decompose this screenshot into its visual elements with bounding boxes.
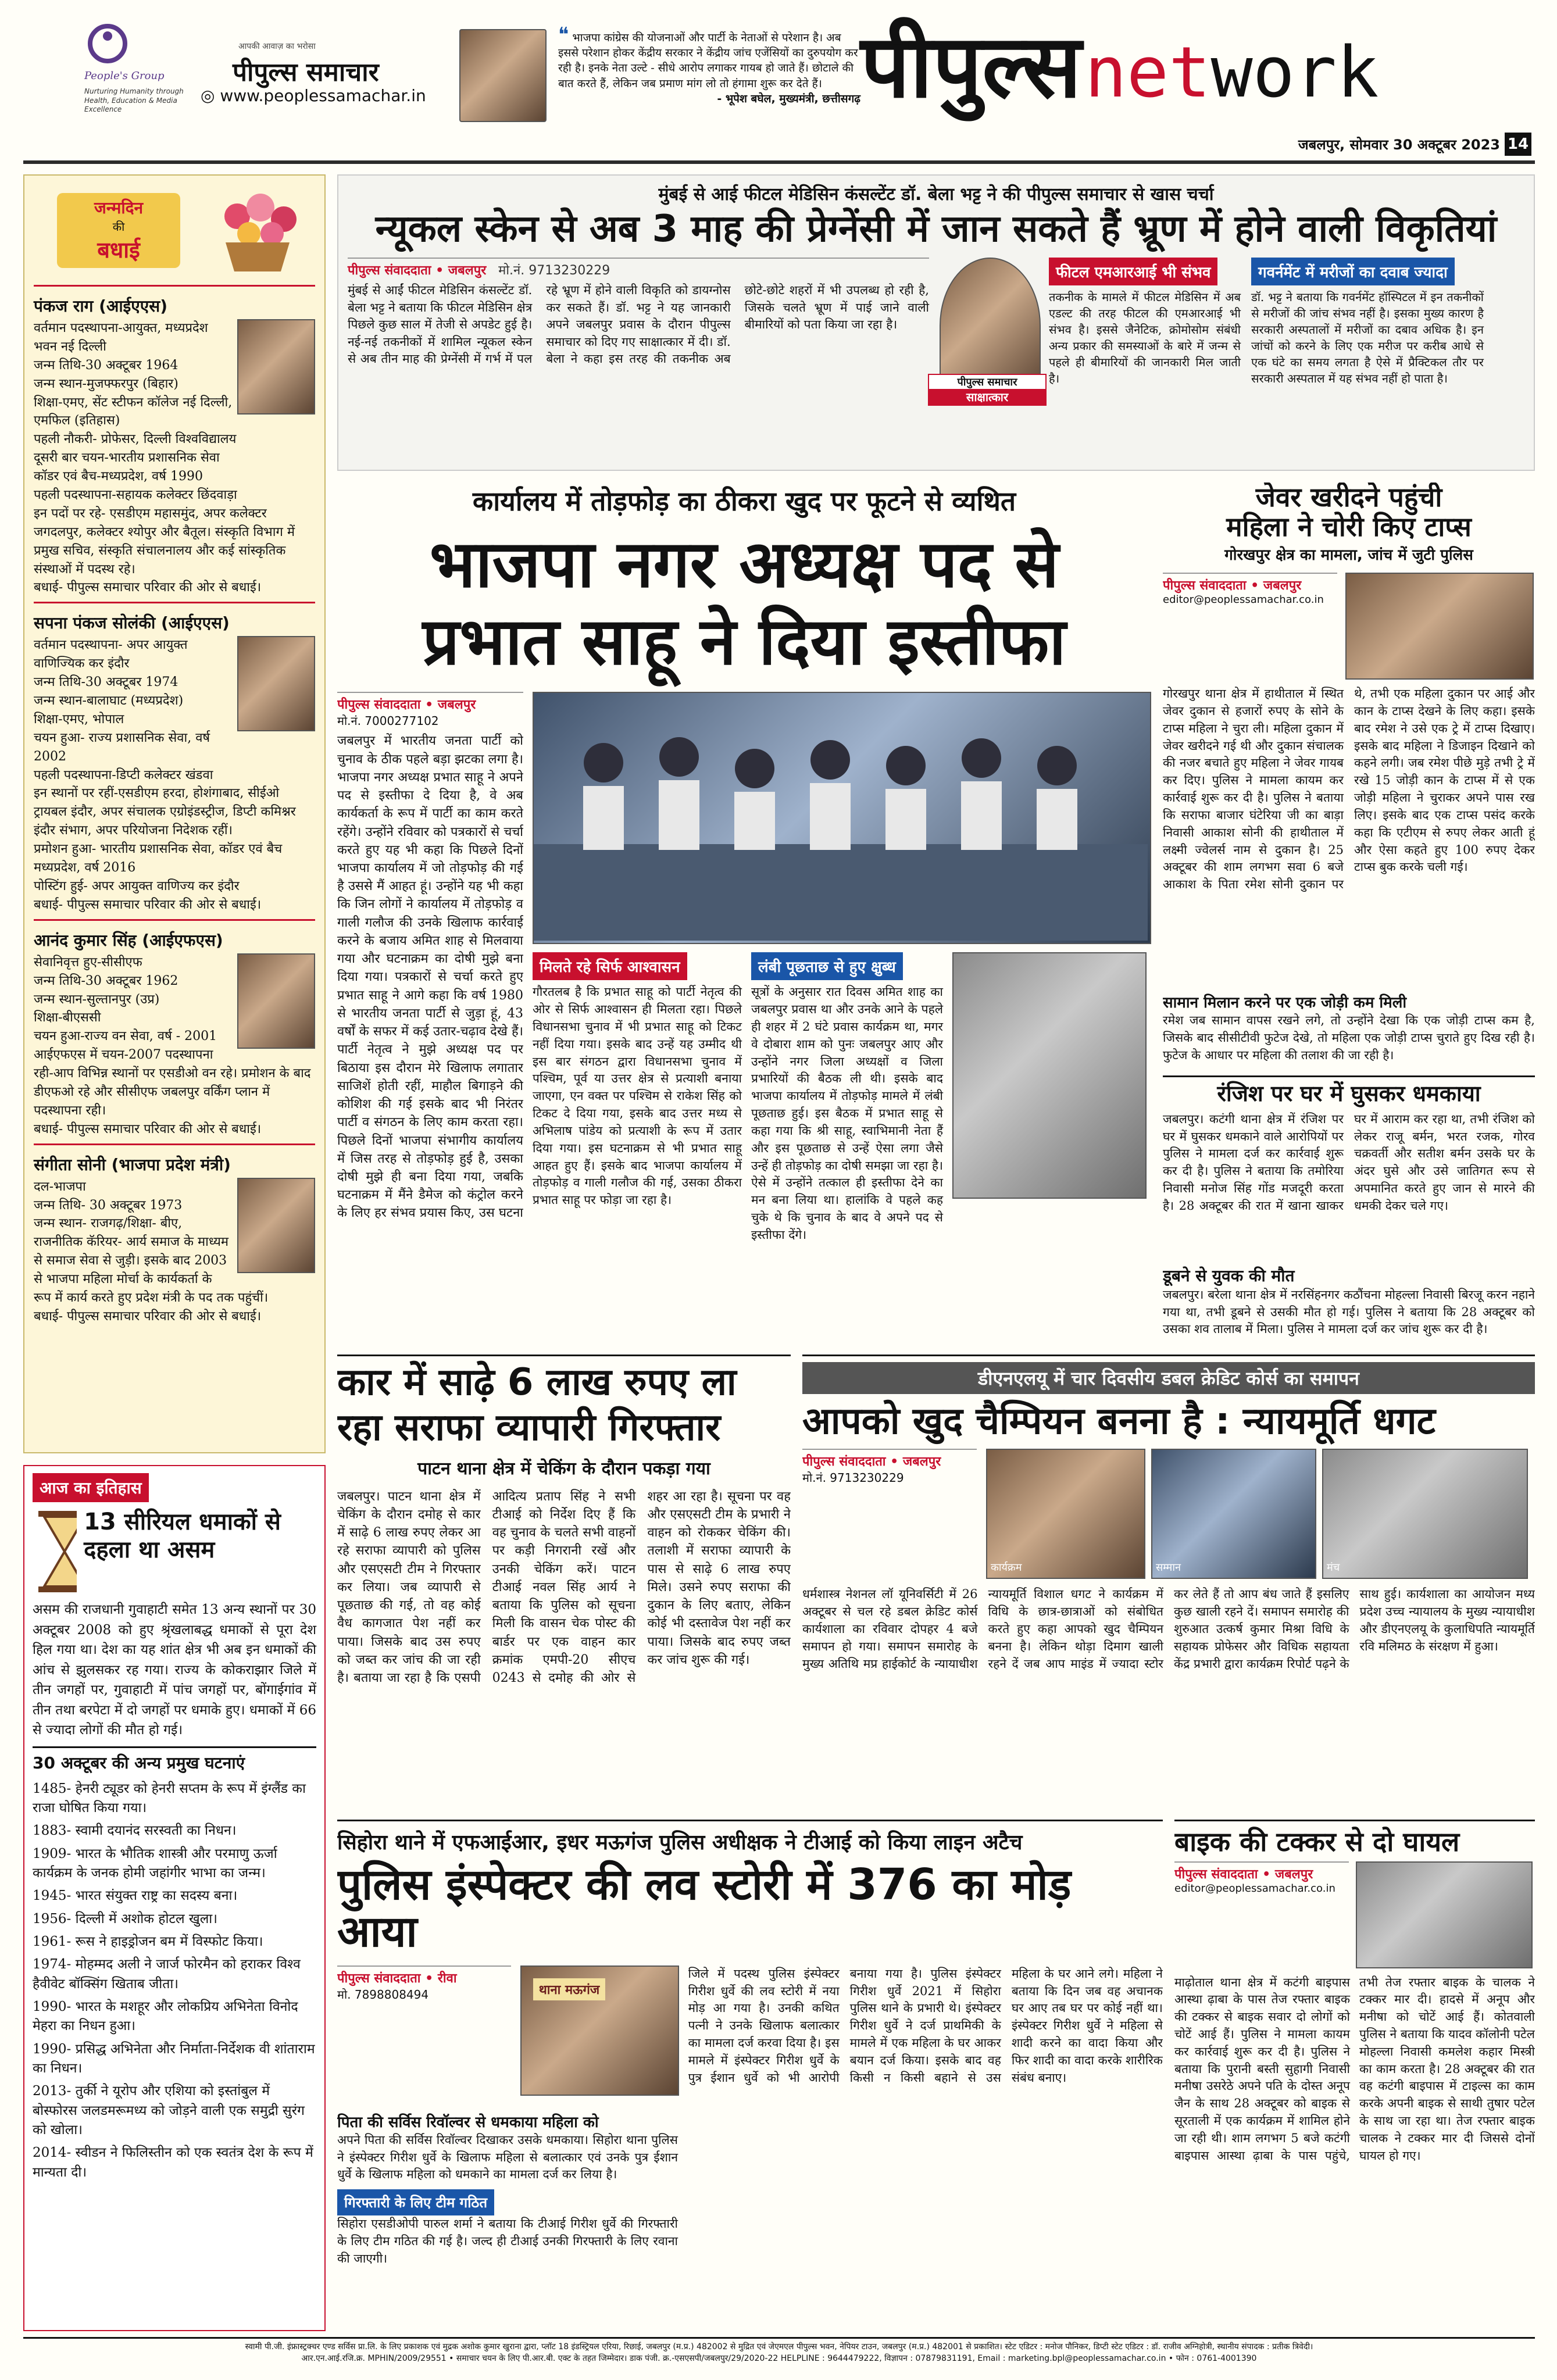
history-event: 1974- मोहम्मद अली ने जार्ज फोरमैन को हराकर विश्व हैवीवेट बॉक्सिंग खिताब जीता। bbox=[33, 1957, 301, 1992]
birthday-person-detail: कॉडर एवं बैच-मध्यप्रदेश, वर्ष 1990 bbox=[34, 469, 203, 484]
police-box-title: गिरफ्तारी के लिए टीम गठित bbox=[337, 2189, 494, 2215]
bjp-headline-1: भाजपा नगर अध्यक्ष पद से bbox=[429, 527, 1059, 602]
fetal-mobile: मो.नं. 9713230229 bbox=[498, 263, 610, 278]
bjp-headline-2: प्रभात साहू ने दिया इस्तीफा bbox=[422, 604, 1066, 680]
birthday-person-detail: प्रमोशन हुआ- भारतीय प्रशासनिक सेवा, कॉडर एवं बैच मध्यप्रदेश, वर्ष 2016 bbox=[34, 842, 283, 875]
birthday-entry bbox=[34, 602, 315, 914]
history-event: 2013- तुर्की ने यूरोप और एशिया को इस्तांबुल में बोस्फोरस जलडमरूमध्य को जोड़ने वाली एक समुद्री सुरंग को खोला। bbox=[33, 2084, 305, 2138]
dnlu-byline: पीपुल्स संवाददाता • जबलपुर bbox=[802, 1455, 941, 1470]
interview-badge-name: पीपुल्स समाचार bbox=[957, 376, 1017, 389]
quote-author: - भूपेश बघेल, मुख्यमंत्री, छत्तीसगढ़ bbox=[717, 92, 860, 105]
peoples-group-name: People's Group bbox=[84, 70, 165, 82]
imprint-line-2: आर.एन.आई.रजि.क्र. MPHIN/2009/29551 • समाचार चयन के लिए पी.आर.बी. एक्ट के तहत जिम्मेदार। डाक पंजी. क्र.-एसएसपी/जबलपुर/29/2020-22 HELPLINE : 9644479222, विज्ञापन : 07879831191, Email : marketing.bpl@peoplessamachar.co.in • फोन : 0761-4001390 bbox=[301, 2354, 1257, 2364]
birthday-person-detail: वर्तमान पदस्थापना-आयुक्त, मध्यप्रदेश भवन नई दिल्ली bbox=[34, 321, 208, 354]
threat-sub-title: डूबने से युवक की मौत bbox=[1163, 1266, 1295, 1285]
birthday-person-detail: आईएफएस में चयन-2007 पदस्थापना रही-आप विभिन्न स्थानों पर एसडीओ वन रहे। प्रमोशन के बाद डीएफओ रहे और सीसीएफ जबलपुर वर्किंग प्लान में पदस्थापना रही। bbox=[34, 1048, 311, 1118]
dnlu-photo-1-label: कार्यक्रम bbox=[991, 1561, 1022, 1574]
bjp-body: जबलपुर में भारतीय जनता पार्टी को चुनाव के ठीक पहले बड़ा झटका लगा है। भाजपा नगर अध्यक्ष प्रभात साहू ने अपने पद से इस्तीफा दे दिया है, वे अब कार्यकर्ता के रूप में पार्टी का काम करते रहेंगे। उन्होंने रविवार को पत्रकारों से चर्चा करते हुए यह भी कहा कि पिछले दिनों भाजपा कार्यालय में जो तोड़फोड़ की गई है उससे मैं आहत हूं। उन्होंने यह भी कहा कि जिन लोगों ने कार्यालय में तोड़फोड़ व गाली गलौज की उनके खिलाफ कार्रवाई करने के बजाय अमित शाह से मिलवाया गया और घटनाक्रम का दोषी मुझे बना दिया गया। पत्रकारों से चर्चा करते हुए प्रभात साहू ने आगे कहा कि वर्ष 1980 से भारतीय जनता पार्टी से जुड़ा हूं, 43 वर्षों के सफर में कई उतार-चढ़ाव देखे हैं। पार्टी नेतृत्व ने मुझे अध्यक्ष पद पर बिठाया इस दौरान मेरे खिलाफ लगातार साजिशें होती रहीं, माहौल बिगाड़ने की कोशिश की गई इसके बाद भी निरंतर पार्टी व संगठन के लिए काम करता रहा। पिछले दिनों भाजपा संभागीय कार्यालय में जिस तरह से तोड़फोड़ हुई है, उसका दोषी मुझे ही बना दिया गया, जबकि घटनाक्रम में मैंने डैमेज को कंट्रोल करने के लिए हर संभव प्रयास किए, उस घटना bbox=[337, 734, 523, 1221]
bjp-box2-title: लंबी पूछताछ से हुए क्षुब्ध bbox=[751, 952, 903, 980]
theft-body: गोरखपुर थाना क्षेत्र में हाथीताल में स्थित जेवर दुकान से हजारों रुपए के सोने के टाप्स महिला ने चुरा ली। महिला दुकान में जेवर खरीदने गई थी और दुकान संचालक की नजर बचाते हुए महिला ने जेवर गायब कर दिए। पुलिस ने मामला कायम कर कार्रवाई शुरू कर दी है। पुलिस ने बताया कि सराफा बाजार घंटेरिया जी का बाड़ा निवासी आकाश सोनी की हाथीताल में लक्ष्मी ज्वेलर्स नाम से दुकान है। 25 अक्टूबर की शाम लगभग सवा 6 बजे आकाश के पिता रमेश सोनी दुकान पर थे, तभी एक महिला दुकान पर आई और कान के टाप्स देखने के लिए कहा। इसके बाद रमेश ने उसे एक ट्रे में टाप्स दिखाए। इसके बाद महिला ने डिजाइन दिखाने को कहने लगी। जब रमेश पीछे मुड़े तभी ट्रे में रखे 15 जोड़ी कान के टाप्स में से एक जोड़ी महिला ने चुराकर अपने पास रख लिए। इसके बाद एक टाप्स पसंद करके कहा कि एटीएम से रुपए लेकर आती हूं और ऐसा कहते हुए 100 रुपए देकर टाप्स बुक करके चली गई। bbox=[1163, 687, 1535, 892]
bjp-box1-text: गौरतलब है कि प्रभात साहू को पार्टी नेतृत्व की ओर से सिर्फ आश्वासन ही मिलता रहा। पिछले विधानसभा चुनाव में भी प्रभात साहू को टिकट नहीं दिया गया। इसके बाद उन्हें यह उम्मीद थी इस बार संगठन द्वारा विधानसभा चुनाव में पश्चिम, पूर्व या उत्तर क्षेत्र से प्रत्याशी बनाया जाएगा, एन वक्त पर पश्चिम से राकेश सिंह को टिकट दे दिया गया, इसके बाद उत्तर मध्य से अभिलाष पांडेय को प्रत्याशी के रूप में उतार दिया गया। इस घटनाक्रम से भी प्रभात साहू आहत हुए हैं। इसके बाद भाजपा कार्यालय में तोड़फोड़ व गाली गलौज की गई, उसका ठीकरा प्रभात साहू पर फोड़ा जा रहा है। bbox=[533, 985, 742, 1207]
birthday-person-detail: इन पदों पर रहे- एसडीएम महासमुंद, अपर कलेक्टर जगदलपुर, कलेक्टर श्योपुर और बैतूल। संस्कृति विभाग में प्रमुख सचिव, संस्कृति संचालनालय और कई सांस्कृतिक संस्थाओं में पदस्थ रहे। bbox=[34, 506, 295, 577]
police-headline: पुलिस इंस्पेक्टर की लव स्टोरी में 376 का मोड़ आया bbox=[337, 1860, 1072, 1957]
history-event: 1956- दिल्ली में अशोक होटल खुला। bbox=[33, 1911, 217, 1927]
dnlu-photo-3 bbox=[1322, 1449, 1528, 1579]
samachar-logo: पीपुल्स समाचार bbox=[233, 58, 379, 87]
birthday-person-detail: जन्म तिथि- 30 अक्टूबर 1973 bbox=[34, 1198, 183, 1213]
birthday-person-detail: पहली पदस्थापना-डिप्टी कलेक्टर खंडवा bbox=[34, 767, 213, 782]
birthday-person-detail: चयन हुआ-राज्य वन सेवा, वर्ष - 2001 bbox=[34, 1029, 217, 1044]
bike-story bbox=[1174, 1820, 1535, 2331]
dnlu-headline: आपको खुद चैम्पियन बनना है : न्यायमूर्ति धगट bbox=[802, 1400, 1435, 1443]
bjp-press-photo bbox=[533, 692, 1151, 944]
fetal-box1-title: फीटल एमआरआई भी संभव bbox=[1049, 258, 1217, 285]
bjp-mobile: मो.नं. 7000277102 bbox=[337, 714, 439, 728]
police-box-text: सिहोरा एसडीओपी पारुल शर्मा ने बताया कि टीआई गिरीश धुर्वे की गिरफ्तारी के लिए टीम गठित की गई है। जल्द ही टीआई उनकी गिरफ्तारी के लिए रवाना की जाएगी। bbox=[337, 2217, 678, 2265]
bjp-column-text-2 bbox=[533, 952, 1149, 1243]
police-sub-text: अपने पिता की सर्विस रिवॉल्वर दिखाकर उसके धमकाया। सिहोरा थाना पुलिस ने इंस्पेक्टर गिरीश धुर्वे के खिलाफ महिला से बलात्कार एवं उनके पुत्र ईशान धुर्वे के खिलाफ महिला को धमकाने का मामला दर्ज कर लिया है। bbox=[337, 2132, 678, 2182]
peoples-group-logo bbox=[87, 23, 128, 64]
dnlu-photo-3-label: मंच bbox=[1327, 1561, 1340, 1574]
theft-email[interactable]: editor@peoplessamachar.co.in bbox=[1163, 594, 1324, 606]
masthead-rule bbox=[23, 160, 1535, 164]
history-event: 1945- भारत संयुक्त राष्ट्र का सदस्य बना। bbox=[33, 1888, 238, 1904]
interview-badge bbox=[928, 374, 1047, 406]
press-conference-illustration bbox=[534, 693, 1148, 941]
network-title-hindi: पीपुल्स bbox=[860, 16, 1082, 117]
birthday-person-detail: जन्म तिथि-30 अक्टूबर 1964 bbox=[34, 358, 178, 373]
history-event: 1990- प्रसिद्ध अभिनेता और निर्माता-निर्देशक वी शांताराम का निधन। bbox=[33, 2041, 315, 2076]
birthday-header bbox=[34, 181, 315, 280]
history-event: 1485- हेनरी ट्यूडर को हेनरी सप्तम के रूप में इंग्लैंड का राजा घोषित किया गया। bbox=[33, 1781, 306, 1816]
peoples-group-tagline: Nurturing Humanity through Health, Education & Media Excellence bbox=[84, 87, 184, 114]
fetal-byline-row bbox=[348, 258, 929, 278]
fetal-byline: पीपुल्स संवाददाता • जबलपुर bbox=[348, 263, 487, 278]
history-event: 1961- रूस ने हाइड्रोजन बम में विस्फोट किया। bbox=[33, 1934, 263, 1949]
history-column bbox=[23, 1465, 326, 2331]
threat-headline: रंजिश पर घर में घुसकर धमकाया bbox=[1217, 1081, 1481, 1106]
bjp-story bbox=[337, 483, 1151, 1343]
birthday-person-detail: जन्म स्थान-सुल्तानपुर (उप्र) bbox=[34, 992, 160, 1007]
threat-body: जबलपुर। कटंगी थाना क्षेत्र में रंजिश पर घर में घुसकर धमकाने वाले आरोपियों पर पुलिस ने मामला दर्ज कर कार्रवाई शुरू कर दी है। पुलिस ने बताया कि तमोरिया निवासी मनोज सिंह गोंड मजदूरी करता है। 28 अक्टूबर की रात में खाना खाकर घर में आराम कर रहा था, तभी रंजिश को लेकर राजू बर्मन, भरत रजक, गोरव चक्रवर्ती और सतीश बर्मन उसके घर के अंदर घुसे और उसे जातिगत रूप से अपमानित करते हुए जान से मारने की धमकी देकर चले गए। bbox=[1163, 1112, 1535, 1213]
birthday-person-detail: पोस्टिंग हुई- अपर आयुक्त वाणिज्य कर इंदौर bbox=[34, 878, 240, 894]
network-title bbox=[860, 16, 1529, 128]
car-story bbox=[337, 1355, 791, 1808]
birthday-person-detail: शिक्षा-एमए, सेंट स्टीफन कॉलेज नई दिल्ली, एमफिल (इतिहास) bbox=[34, 395, 233, 428]
fetal-kicker: मुंबई से आई फीटल मेडिसिन कंसल्टेंट डॉ. बेला भट्ट ने की पीपुल्स समाचार से खास चर्चा bbox=[658, 184, 1214, 205]
quote-box bbox=[558, 23, 860, 146]
theft-headline-1: जेवर खरीदने पहुंची bbox=[1255, 483, 1442, 513]
imprint-footer bbox=[23, 2337, 1535, 2374]
birthday-title-c: बधाई bbox=[97, 237, 140, 263]
birthday-entry bbox=[34, 1143, 315, 1326]
theft-byline: पीपुल्स संवाददाता • जबलपुर bbox=[1163, 578, 1302, 594]
imprint-line-1: स्वामी पी.जी. इंफ्रास्ट्रक्चर एण्ड सर्विस प्रा.लि. के लिए प्रकाशक एवं मुद्रक अशोक कुमार खुराना द्वारा, प्लॉट 18 इंडस्ट्रियल एरिया, रिछाई, जबलपुर (म.प्र.) 482002 से मुद्रित एवं जेएमएल पीपुल्स भवन, नेपियर टाउन, जबलपुर (म.प्र.) 482001 से प्रकाशित। स्टेट एडिटर : मनोज पौनिकर, डिप्टी स्टेट एडिटर : डॉ. राजीव अग्निहोत्री, स्थानीय संपादक : प्रतीक त्रिवेदी। bbox=[245, 2342, 1313, 2352]
dnlu-photo-2 bbox=[1151, 1449, 1316, 1579]
birthday-person-detail: बधाई- पीपुल्स समाचार परिवार की ओर से बधाई। bbox=[34, 580, 262, 595]
bike-accident-photo bbox=[1356, 1861, 1533, 1968]
masthead bbox=[0, 0, 1557, 169]
fetal-body: मुंबई से आईं फीटल मेडिसिन कंसल्टेंट डॉ. बेला भट्ट ने बताया कि फीटल मेडिसिन क्षेत्र पिछले कुछ साल में तेजी से अपडेट हुई है। नई-नई तकनीकों में शामिल न्यूकल स्केन से अब तीन माह की प्रेग्नेंसी में गर्भ में पल रहे भ्रूण में होने वाली विकृति को डायग्नोस कर सकते हैं। डॉ. भट्ट ने यह जानकारी अपने जबलपुर प्रवास के दौरान पीपुल्स समाचार को दिए गए साक्षात्कार में दी। डॉ. बेला ने कहा इस तरह की तकनीक अब छोटे-छोटे शहरों में भी उपलब्ध हो रही है, जिसके चलते भ्रूण में पाई जाने वाली बीमारियों को पता किया जा रहा है। bbox=[348, 283, 929, 366]
fetal-box1-text: तकनीक के मामले में फीटल मेडिसिन में अब एडल्ट की तरह फीटल की एमआरआई भी संभव है। इससे जैनेटिक, क्रोमोसोम संबंधी अन्य प्रकार की समस्याओं के बारे में जन्म से पहले ही बीमारियों की जानकारी मिल जाती है। bbox=[1049, 290, 1241, 386]
police-byline-row bbox=[337, 1966, 511, 1986]
bjp-kicker: कार्यालय में तोड़फोड़ का ठीकरा खुद पर फूटने से व्यथित bbox=[472, 485, 1016, 517]
birthday-person-name: पंकज राग (आईएएस) bbox=[34, 296, 168, 316]
police-story bbox=[337, 1820, 1163, 2331]
birthday-person-photo bbox=[237, 953, 315, 1049]
interview-badge-type: साक्षात्कार bbox=[929, 389, 1045, 405]
website-url[interactable]: www.peoplessamachar.in bbox=[220, 86, 426, 105]
history-lead: असम की राजधानी गुवाहाटी समेत 13 अन्य स्थानों पर 30 अक्टूबर 2008 को हुए श्रृंखलाबद्ध धमाकों से पूरा देश हिल गया था। देश का यह शांत क्षेत्र भी अब इन धमाकों की आंच से झुलसकर रह गया। राज्य के कोकराझार जिले में तीन जगहों पर, गुवाहाटी में पांच जगहों पर, बोंगाईगांव में तीन तथा बरपेटा में दो जगहों पर धमाके हुए। धमाकों में 66 से ज्यादा लोगों की मौत हो गई। bbox=[33, 1602, 316, 1738]
bike-body: माढ़ोताल थाना क्षेत्र में कटंगी बाइपास आस्था ढ़ाबा के पास तेज रफ्तार बाइक की टक्कर से बाइक सवार दो लोगों को चोटें आई हैं। पुलिस ने मामला कायम कर कार्रवाई शुरू कर दी है। पुलिस ने बताया कि पुरानी बस्ती सुहागी निवासी मनीषा उसरेठे अपने पति के दोस्त अनूप जैन के साथ 28 अक्टूबर को बाइक से सूरताली में एक कार्यक्रम में शामिल होने जा रही थी। शाम लगभग 5 बजे कटंगी बाइपास आस्था ढ़ाबा के पास पहुंचे, तभी तेज रफ्तार बाइक के चालक ने टक्कर मार दी। हादसे में अनूप और मनीषा को चोटें आई हैं। कोतवाली पुलिस ने बताया कि यादव कॉलोनी पटेल मोहल्ला निवासी कमलेश कहार मिस्त्री का काम करता है। 28 अक्टूबर की रात वह कटंगी बाइपास में टाइल्स का काम करके अपनी बाइक से साथी तुषार पटेल के साथ जा रहा था। तेज रफ्तार बाइक चालक ने टक्कर मार दी जिससे दोनों घायल हो गए। bbox=[1174, 1975, 1535, 2163]
theft-kicker: गोरखपुर क्षेत्र का मामला, जांच में जुटी पुलिस bbox=[1224, 546, 1473, 564]
birthday-title-b: की bbox=[112, 220, 125, 234]
police-kicker: सिहोरा थाने में एफआईआर, इधर मऊगंज पुलिस अधीक्षक ने टीआई को किया लाइन अटैच bbox=[337, 1831, 1023, 1854]
network-title-net: net bbox=[1084, 33, 1211, 113]
bjp-byline: पीपुल्स संवाददाता • जबलपुर bbox=[337, 698, 476, 713]
birthday-person-detail: सेवानिवृत्त हुए-सीसीएफ bbox=[34, 955, 142, 970]
birthday-person-detail: जन्म स्थान-बालाघाट (मध्यप्रदेश) bbox=[34, 694, 184, 709]
bike-email[interactable]: editor@peoplessamachar.co.in bbox=[1174, 1882, 1335, 1895]
threat-story bbox=[1163, 1075, 1535, 1355]
birthday-list bbox=[34, 285, 315, 1326]
samachar-tagline: आपकी आवाज़ का भरोसा bbox=[238, 42, 316, 51]
history-events-list bbox=[33, 1779, 316, 2183]
bjp-box1-title: मिलते रहे सिर्फ आश्वासन bbox=[533, 952, 687, 980]
website-row bbox=[201, 86, 426, 105]
birthday-person-detail: बधाई- पीपुल्स समाचार परिवार की ओर से बधाई। bbox=[34, 1309, 262, 1324]
history-event: 2014- स्वीडन ने फिलिस्तीन को एक स्वतंत्र देश के रूप में मान्यता दी। bbox=[33, 2145, 313, 2180]
network-title-work: work bbox=[1210, 33, 1379, 113]
bike-headline: बाइक की टक्कर से दो घायल bbox=[1174, 1826, 1460, 1857]
bjp-small-photo bbox=[952, 952, 1147, 1199]
birthday-person-detail: राजनीतिक कॅरियर- आर्य समाज के माध्यम से समाज सेवा से जुड़ी। इसके बाद 2003 से भाजपा महिला मोर्चा के कार्यकर्ता के रूप में कार्य करते हुए प्रदेश मंत्री के पद तक पहुंचीं। bbox=[34, 1235, 269, 1305]
car-kicker: पाटन थाना क्षेत्र में चेकिंग के दौरान पकड़ा गया bbox=[417, 1458, 710, 1479]
theft-sub-title: सामान मिलान करने पर एक जोड़ी कम मिली bbox=[1163, 994, 1407, 1012]
birthday-person-detail: वर्तमान पदस्थापना- अपर आयुक्त वाणिज्यिक कर इंदौर bbox=[34, 638, 188, 671]
car-headline-2: रहा सराफा व्यापारी गिरफ्तार bbox=[337, 1406, 721, 1450]
theft-cctv-photo bbox=[1345, 573, 1534, 680]
fetal-story bbox=[337, 174, 1535, 471]
history-event: 1990- भारत के मशहूर और लोकप्रिय अभिनेता विनोद मेहरा का निधन हुआ। bbox=[33, 1999, 298, 2034]
dnlu-byline-row bbox=[802, 1449, 977, 1470]
car-body: जबलपुर। पाटन थाना क्षेत्र में चेकिंग के दौरान दमोह से कार में साढ़े 6 लाख रुपए लेकर आ रहे सराफा व्यापारी को पुलिस और एसएसटी टीम ने गिरफ्तार कर लिया। जब व्यापारी से पूछताछ की गई, तो वह कोई वैध कागजात पेश नहीं कर पाया। जिसके बाद उस रुपए को जब्त कर जांच की जा रही है। बताया जा रहा है कि एसपी आदित्य प्रताप सिंह ने सभी टीआई को निर्देश दिए हैं कि वह चुनाव के चलते सभी वाहनों पर कड़ी निगरानी रखें और उनकी चेकिंग करें। पाटन टीआई नवल सिंह आर्य ने बताया कि पुलिस को सूचना मिली कि वासन चेक पोस्ट की बार्डर पर एक वाहन कार क्रमांक एमपी-20 सीएच 0243 से दमोह की ओर से शहर आ रहा है। सूचना पर वह और एसएसटी टीम के प्रभारी ने वाहन को रोककर चेकिंग की। तलाशी में सराफा व्यापारी के पास से साढ़े 6 लाख रुपए मिले। उसने रुपए सराफा की दुकान के लिए बताए, लेकिन कोई भी दस्तावेज पेश नहीं कर पाया। जिसके बाद रुपए जब्त कर जांच शुरू की गई। bbox=[337, 1489, 791, 1686]
police-station-photo bbox=[520, 1966, 679, 2096]
fetal-box2-text: डॉ. भट्ट ने बताया कि गवर्नमेंट हॉस्पिटल में इन तकनीकों से मरीजों की जांच संभव नहीं है। इसका मुख्य कारण है सरकारी अस्पतालों में मरीजों का दबाव अधिक है। इन जांचों को करने के लिए एक मरीज पर करीब आधे से एक घंटे का समय लगता है ऐसे में प्रैक्टिकल तौर पर सरकारी अस्पताल में यह संभव नहीं हो पाता है। bbox=[1251, 290, 1484, 386]
birthday-person-detail: पहली पदस्थापना-सहायक कलेक्टर छिंदवाड़ा bbox=[34, 488, 237, 503]
birthday-person-detail: चयन हुआ- राज्य प्रशासनिक सेवा, वर्ष 2002 bbox=[34, 730, 210, 764]
dr-bela-photo bbox=[940, 258, 1041, 394]
quote-mark-icon: ❝ bbox=[558, 23, 569, 47]
cm-portrait bbox=[459, 29, 547, 122]
threat-sub-text: जबलपुर। बरेला थाना क्षेत्र में नरसिंहनगर कठौंचना मोहल्ला निवासी बिरजू करन नहाने गया था, तभी डूबने से उसकी मौत हो गई। पुलिस ने बताया कि 28 अक्टूबर को उसका शव तालाब में मिला। पुलिस ने मामला दर्ज कर जांच शुरू कर दी है। bbox=[1163, 1287, 1535, 1336]
birthday-person-name: सपना पंकज सोलंकी (आईएएस) bbox=[34, 613, 230, 633]
birthday-entry bbox=[34, 919, 315, 1139]
birthday-person-photo bbox=[237, 1178, 315, 1273]
birthday-person-detail: दल-भाजपा bbox=[34, 1179, 86, 1194]
dnlu-mobile: मो.नं. 9713230229 bbox=[802, 1471, 904, 1485]
bike-byline-row bbox=[1174, 1861, 1349, 1882]
birthday-person-photo bbox=[237, 636, 315, 731]
theft-byline-row bbox=[1163, 573, 1337, 594]
birthday-person-detail: पहली नौकरी- प्रोफेसर, दिल्ली विश्वविद्यालय bbox=[34, 432, 237, 447]
birthday-title-ribbon bbox=[57, 193, 180, 268]
history-event: 1909- भारत के भौतिक शास्त्री और परमाणु ऊर्जा कार्यक्रम के जनक होमी जहांगीर भाभा का जन्म। bbox=[33, 1846, 277, 1881]
fetal-box2-title: गवर्नमेंट में मरीजों का दवाब ज्यादा bbox=[1251, 258, 1455, 285]
dnlu-body: धर्मशास्त्र नेशनल लॉ यूनिवर्सिटी में 26 अक्टूबर से चल रहे डबल क्रेडिट कोर्स कार्यशाला का रविवार दोपहर 4 बजे समापन हो गया। समापन समारोह के मुख्य अतिथि मप्र हाईकोर्ट के न्यायाधीश न्यायमूर्ति विशाल धगट ने कार्यक्रम में विधि के छात्र-छात्राओं को संबोधित करते हुए कहा आपको खुद चैम्पियन बनना है। लेकिन थोड़ा दिमाग खाली रहने दें जब आप माइंड में ज्यादा स्टोर कर लेते हैं तो आप बंध जाते हैं इसलिए कुछ खाली रहने दें। समापन समारोह की शुरुआत उत्कर्ष कुमार मिश्रा विधि के सहायक प्रोफेसर और विधिक सहायता केंद्र प्रभारी द्वारा कार्यक्रम रिपोर्ट पढ़ने के साथ हुई। कार्यशाला का आयोजन मध्य प्रदेश उच्च न्यायालय के मुख्य न्यायाधीश और डीएनएलयू के कुलाधिपति न्यायमूर्ति रवि मलिमठ के संरक्षण में हुआ। bbox=[802, 1587, 1535, 1671]
birthday-column bbox=[23, 174, 326, 1453]
dnlu-photo-1 bbox=[986, 1449, 1145, 1579]
birthday-person-detail: शिक्षा-बीएससी bbox=[34, 1010, 101, 1025]
bjp-box2-text: सूत्रों के अनुसार रात दिवस अमित शाह का जबलपुर प्रवास था और उनके आने के पहले ही शहर में 2 घंटे प्रवास कार्यक्रम था, मगर वे दोबारा शाम को पुनः जबलपुर आए और उन्होंने नगर जिला अध्यक्षों व जिला प्रभारियों की बैठक ली थी। इसके बाद भाजपा कार्यालय में तोड़फोड़ मामले में लंबी पूछताछ हुई। इस बैठक में प्रभात साहू से कहा गया कि श्री साहू, स्वाभिमानी नेता हैं और इस पूछताछ से उन्हें ऐसा लगा जैसे उन्हें ही तोड़फोड़ का दोषी समझा जा रहा है। ऐसे में उन्होंने तत्काल ही इस्तीफा देने का मन बना लिया था। हालांकि वे पहले कह चुके थे कि चुनाव के बाद वे अपने पद से इस्तीफा देंगे। bbox=[751, 985, 943, 1242]
birthday-person-detail: जन्म तिथि-30 अक्टूबर 1962 bbox=[34, 973, 178, 988]
birthday-person-detail: जन्म स्थान-मुजफ्फरपुर (बिहार) bbox=[34, 376, 178, 391]
history-tag: आज का इतिहास bbox=[33, 1473, 149, 1502]
dnlu-story bbox=[802, 1355, 1535, 1808]
police-mobile: मो. 7898808494 bbox=[337, 1987, 429, 2002]
birthday-person-detail: दूसरी बार चयन-भारतीय प्रशासनिक सेवा bbox=[34, 451, 220, 466]
history-event: 1883- स्वामी दयानंद सरस्वती का निधन। bbox=[33, 1823, 237, 1839]
birthday-title-a: जन्मदिन bbox=[94, 198, 144, 217]
history-events-title: 30 अक्टूबर की अन्य प्रमुख घटनाएं bbox=[33, 1746, 316, 1774]
birthday-entry bbox=[34, 285, 315, 597]
birthday-person-name: संगीता सोनी (भाजपा प्रदेश मंत्री) bbox=[34, 1155, 231, 1174]
dnlu-kicker: डीएनएलयू में चार दिवसीय डबल क्रेडिट कोर्स का समापन bbox=[802, 1362, 1535, 1394]
birthday-person-detail: इन स्थानों पर रहीं-एसडीएम हरदा, होशंगाबाद, सीईओ ट्रायबल इंदौर, अपर संचालक एग्रोइंडस्ट्रीज, डिप्टी कमिश्नर इंदौर संभाग, अपर परियोजना निदेशक रहीं। bbox=[34, 786, 296, 838]
birthday-person-detail: बधाई- पीपुल्स समाचार परिवार की ओर से बधाई। bbox=[34, 897, 262, 912]
quote-text: भाजपा कांग्रेस की योजनाओं और पार्टी के नेताओं से परेशान है। अब इससे परेशान होकर केंद्रीय सरकार ने केंद्रीय जांच एजेंसियों का दुरुपयोग कर रही है। इनके नेता उल्टे - सीधे आरोप लगाकर गायब हो जाते हैं। छोटाले की बात करते हैं, लेकिन जब प्रमाण मांग लो तो हंगामा शुरू कर देते हैं। bbox=[558, 31, 858, 90]
dateline: जबलपुर, सोमवार 30 अक्टूबर 2023 bbox=[1298, 137, 1500, 153]
police-body: जिले में पदस्थ पुलिस इंस्पेक्टर गिरीश धुर्वे की लव स्टोरी में नया मोड़ आ गया है। उनकी कथित पत्नी ने उनके खिलाफ बलात्कार का मामला दर्ज करवा दिया है। इस मामले में इंस्पेक्टर गिरीश धुर्वे के पुत्र ईशान धुर्वे को भी आरोपी बनाया गया है। पुलिस इंस्पेक्टर गिरीश धुर्वे 2021 में सिहोरा पुलिस थाने के प्रभारी थे। इंस्पेक्टर गिरीश धुर्वे ने दर्ज प्राथमिकी के मामले में एक महिला के घर आकर बयान दर्ज किया। इसके बाद वह किसी न किसी बहाने से उस महिला के घर आने लगे। महिला ने बताया कि दिन जब वह अचानक घर आए तब घर पर कोई नहीं था। इंस्पेक्टर गिरीश धुर्वे ने महिला से शादी करने का वादा किया और फिर शादी का वादा करके शारीरिक संबंध बनाए। bbox=[688, 1966, 1163, 2085]
birthday-person-detail: शिक्षा-एमए, भोपाल bbox=[34, 712, 124, 727]
theft-sub-text: रमेश जब सामान वापस रखने लगे, तो उन्होंने देखा कि एक जोड़ी टाप्स कम है, जिसके बाद सीसीटीवी फुटेज देखे, तो महिला एक जोड़ी टाप्स चुराते हुए दिख रही है। फुटेज के आधार पर महिला की तलाश की जा रही है। bbox=[1163, 1013, 1535, 1062]
police-station-sign: थाना मऊगंज bbox=[533, 1978, 605, 2000]
history-title: 13 सीरियल धमाकों से दहला था असम bbox=[84, 1509, 281, 1563]
police-sub-title: पिता की सर्विस रिवॉल्वर से धमकाया महिला को bbox=[337, 2113, 599, 2131]
peoples-group-logo-icon bbox=[87, 23, 128, 64]
fetal-headline: न्यूकल स्केन से अब 3 माह की प्रेग्नेंसी में जान सकते हैं भ्रूण में होने वाली विकृतियां bbox=[375, 208, 1497, 251]
bike-byline: पीपुल्स संवाददाता • जबलपुर bbox=[1174, 1867, 1313, 1882]
page-number: 14 bbox=[1505, 133, 1531, 156]
birthday-person-name: आनंद कुमार सिंह (आईएफएस) bbox=[34, 930, 223, 950]
flower-basket-icon bbox=[208, 187, 307, 274]
birthday-person-detail: जन्म तिथि-30 अक्टूबर 1974 bbox=[34, 675, 178, 690]
police-byline: पीपुल्स संवाददाता • रीवा bbox=[337, 1971, 457, 1986]
hourglass-icon bbox=[33, 1508, 77, 1595]
bjp-byline-row bbox=[337, 692, 523, 713]
dnlu-photo-2-label: सम्मान bbox=[1156, 1561, 1181, 1574]
globe-icon: ◎ bbox=[201, 86, 215, 105]
car-headline-1: कार में साढ़े 6 लाख रुपए ला bbox=[337, 1361, 737, 1404]
theft-story bbox=[1163, 483, 1535, 1064]
birthday-person-detail: जन्म स्थान- राजगढ़/शिक्षा- बीए, bbox=[34, 1216, 183, 1231]
birthday-person-detail: बधाई- पीपुल्स समाचार परिवार की ओर से बधाई। bbox=[34, 1121, 262, 1137]
theft-headline-2: महिला ने चोरी किए टाप्स bbox=[1226, 510, 1472, 542]
birthday-person-photo bbox=[237, 319, 315, 414]
